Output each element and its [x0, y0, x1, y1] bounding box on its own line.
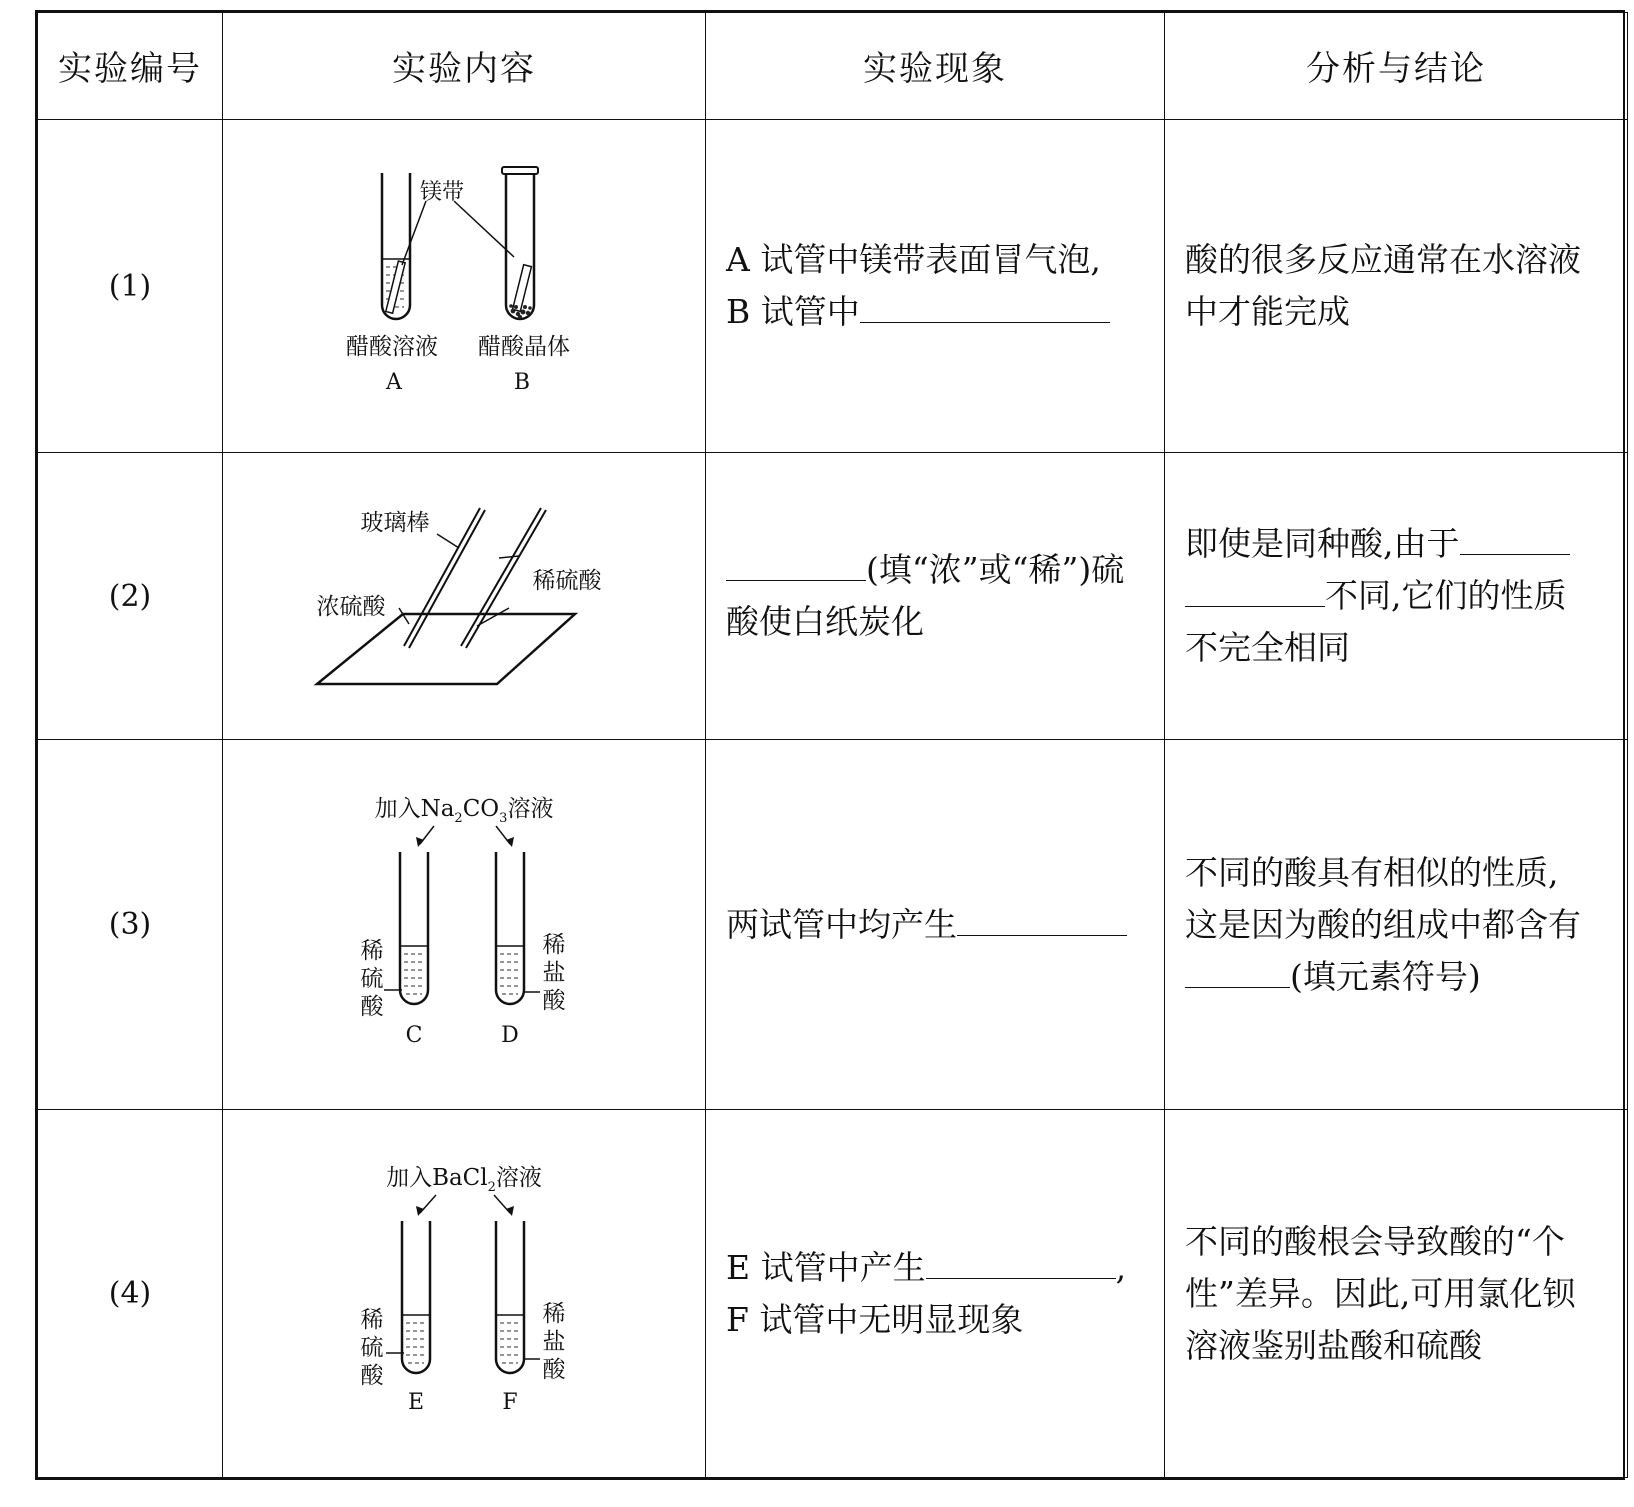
analysis-line: 性”差异。因此,可用氯化钡 — [1185, 1273, 1576, 1313]
label-right-char: 稀 — [542, 931, 566, 958]
analysis-cell — [1165, 1110, 1628, 1478]
label-add-na2co3: 加入$Na_2CO_3$溶液 — [374, 795, 554, 826]
analysis-line: 溶液鉴别盐酸和硫酸 — [1185, 1325, 1482, 1365]
answer-blank[interactable] — [726, 547, 866, 581]
table-row — [38, 119, 1628, 453]
label-tube-f: F — [502, 1389, 518, 1415]
analysis-cell — [1165, 119, 1628, 453]
table-row — [38, 453, 1628, 740]
analysis-line: 不同的酸根会导致酸的“个 — [1185, 1221, 1565, 1261]
answer-blank[interactable] — [926, 1245, 1116, 1279]
phenomenon-line: A 试管中镁带表面冒气泡, — [726, 240, 1101, 280]
white-paper — [317, 614, 575, 684]
header-experiment-number: 实验编号 — [38, 13, 223, 120]
answer-blank[interactable] — [1185, 573, 1325, 607]
header-row — [38, 13, 1628, 120]
phenomenon-line: 酸使白纸炭化 — [726, 602, 924, 642]
phenomenon-cell — [706, 740, 1165, 1110]
label-concentrated-sulfuric: 浓硫酸 — [316, 594, 386, 621]
figure-cell — [223, 119, 706, 453]
row-number: (2) — [38, 453, 223, 740]
phenomenon-line: E 试管中产生 , — [726, 1242, 1156, 1294]
label-left-char: 酸 — [360, 1362, 384, 1389]
label-tube-c: C — [405, 1022, 423, 1048]
experiment-table-frame — [35, 10, 1625, 1480]
label-tube-a: A — [386, 370, 402, 396]
label-right-char: 稀 — [542, 1300, 566, 1327]
table-row — [38, 740, 1628, 1110]
figure-cell — [223, 1110, 706, 1478]
analysis-cell — [1165, 453, 1628, 740]
row-number: (4) — [38, 1110, 223, 1478]
label-magnesium-ribbon: 镁带 — [419, 180, 465, 206]
barium-chloride-test-tubes-diagram — [334, 1159, 594, 1429]
test-tube-b — [502, 167, 538, 319]
analysis-line: 酸的很多反应通常在水溶液 — [1185, 240, 1581, 280]
label-tube-b: B — [513, 370, 531, 396]
analysis-line: 即使是同种酸,由于 — [1185, 518, 1619, 570]
label-right-char: 酸 — [542, 987, 566, 1014]
analysis-line: (填元素符号) — [1185, 951, 1619, 1003]
analysis-line: 不同的酸具有相似的性质, — [1185, 852, 1559, 892]
answer-blank[interactable] — [957, 902, 1127, 936]
analysis-line: 不完全相同 — [1185, 628, 1350, 668]
phenomenon-line: F 试管中无明显现象 — [726, 1299, 1024, 1339]
sulfuric-acid-paper-diagram — [309, 496, 619, 696]
phenomenon-line: (填“浓”或“稀”)硫 — [726, 544, 1156, 596]
row-number: (1) — [38, 119, 223, 453]
phenomenon-cell — [706, 1110, 1165, 1478]
header-analysis-conclusion: 分析与结论 — [1165, 13, 1628, 120]
label-left-char: 稀 — [360, 937, 384, 964]
label-right-char: 酸 — [542, 1356, 566, 1383]
label-left-char: 稀 — [360, 1306, 384, 1333]
test-tube-c — [400, 852, 428, 1004]
figure-cell — [223, 453, 706, 740]
label-acetic-solution: 醋酸溶液 — [346, 334, 438, 361]
phenomenon-line: B 试管中 — [726, 286, 1156, 338]
answer-blank[interactable] — [1185, 954, 1290, 988]
analysis-cell — [1165, 740, 1628, 1110]
label-left-char: 酸 — [360, 993, 384, 1020]
analysis-line: 这是因为酸的组成中都含有 — [1185, 904, 1581, 944]
answer-blank[interactable] — [860, 289, 1110, 323]
label-tube-d: D — [501, 1022, 519, 1048]
label-acetic-crystal: 醋酸晶体 — [478, 334, 570, 361]
test-tube-f — [496, 1221, 524, 1373]
label-dilute-sulfuric: 稀硫酸 — [532, 568, 602, 595]
table-row — [38, 1110, 1628, 1478]
phenomenon-cell — [706, 453, 1165, 740]
label-right-char: 盐 — [542, 1328, 566, 1355]
label-glass-rod: 玻璃棒 — [360, 510, 430, 537]
analysis-line: 不同,它们的性质 — [1185, 570, 1619, 622]
label-add-bacl2: 加入BaCl$_2$溶液 — [386, 1164, 542, 1195]
test-tube-e — [402, 1221, 430, 1373]
row-number: (3) — [38, 740, 223, 1110]
figure-cell — [223, 740, 706, 1110]
phenomenon-cell — [706, 119, 1165, 453]
header-experiment-phenomenon: 实验现象 — [706, 13, 1165, 120]
label-tube-e: E — [407, 1389, 425, 1415]
test-tube-a — [382, 173, 410, 319]
answer-blank[interactable] — [1460, 521, 1570, 555]
header-experiment-content: 实验内容 — [223, 13, 706, 120]
label-left-char: 硫 — [360, 1334, 384, 1361]
phenomenon-line: 两试管中均产生 — [726, 899, 1156, 951]
test-tube-d — [496, 852, 524, 1004]
label-right-char: 盐 — [542, 959, 566, 986]
analysis-line: 中才能完成 — [1185, 292, 1350, 332]
sodium-carbonate-test-tubes-diagram — [334, 790, 594, 1060]
magnesium-test-tubes-diagram — [314, 161, 614, 411]
label-left-char: 硫 — [360, 965, 384, 992]
experiment-table — [37, 12, 1628, 1478]
